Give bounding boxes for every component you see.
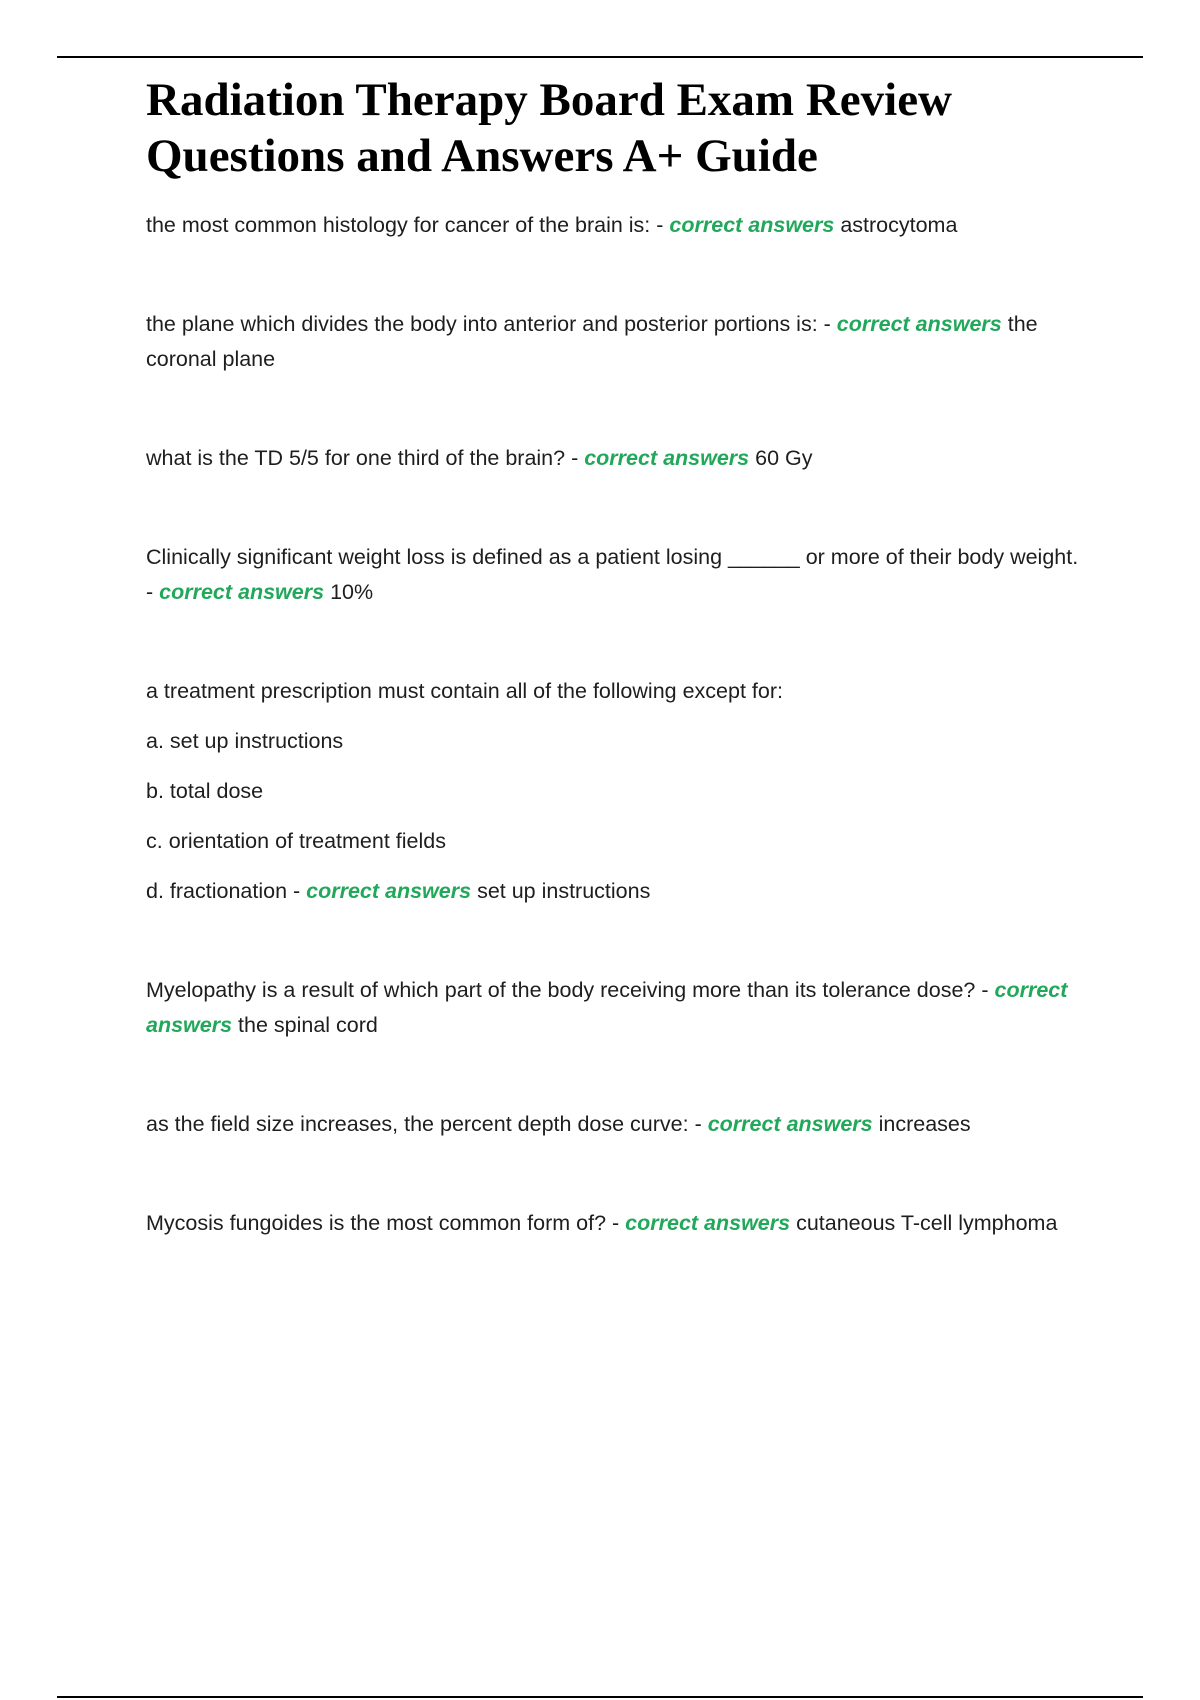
correct-answers-marker: correct answers [584,446,750,470]
qa-text [146,540,1086,610]
qa-item-4 [146,540,1086,610]
qa-text [146,973,1086,1043]
correct-answers-marker: correct answers [669,213,835,237]
question-text: as the field size increases, the percent depth dose curve: [146,1112,689,1136]
answer-text: the spinal cord [238,1013,378,1037]
option-b: b. total dose [146,779,264,803]
separator: - [565,446,585,470]
separator: - [650,213,670,237]
separator: - [287,879,307,903]
option-d: d. fractionation [146,879,288,903]
question-text: the most common histology for cancer of the brain is: [146,213,651,237]
qa-text [146,208,1086,243]
option-c: c. orientation of treatment fields [146,829,446,853]
separator: - [688,1112,708,1136]
qa-text [146,1107,1086,1142]
question-text: Myelopathy is a result of which part of the body receiving more than its tolerance dose? [146,978,976,1002]
correct-answers-marker: correct answers [707,1112,873,1136]
qa-item-6 [146,973,1086,1043]
bottom-rule [57,1696,1143,1698]
document-title: Radiation Therapy Board Exam Review Questions and Answers A+ Guide [146,74,952,182]
question-text: Mycosis fungoides is the most common form of? [146,1211,607,1235]
qa-item-3 [146,441,1086,476]
top-rule [57,56,1143,58]
qa-text [146,307,1086,377]
answer-text: 60 Gy [755,446,813,470]
answer-text: set up instructions [477,879,651,903]
qa-item-2 [146,307,1086,377]
answer-text: cutaneous T-cell lymphoma [796,1211,1058,1235]
answer-text: the coronal plane [146,312,1038,371]
answer-text: 10% [330,580,374,604]
answer-text: increases [878,1112,971,1136]
question-text: a treatment prescription must contain all of the following except for: [146,679,783,703]
separator: - [606,1211,626,1235]
correct-answers-marker: correct answers [146,978,1068,1037]
qa-item-1 [146,208,1086,243]
answer-text: astrocytoma [840,213,958,237]
correct-answers-marker: correct answers [625,1211,791,1235]
document-page [146,72,1086,1305]
correct-answers-marker: correct answers [836,312,1002,336]
separator: - [817,312,837,336]
correct-answers-marker: correct answers [306,879,472,903]
question-text: the plane which divides the body into anterior and posterior portions is: [146,312,818,336]
option-a: a. set up instructions [146,729,344,753]
correct-answers-marker: correct answers [159,580,325,604]
option-d-with-answer [146,874,1086,909]
question-text: Clinically significant weight loss is defined as a patient losing ______ or more of their body weight. [146,545,1079,569]
separator: - [975,978,995,1002]
qa-text [146,441,1086,476]
qa-item-5 [146,674,1086,909]
qa-item-7 [146,1107,1086,1142]
qa-text [146,1206,1086,1241]
question-text: what is the TD 5/5 for one third of the brain? [146,446,566,470]
qa-item-8 [146,1206,1086,1241]
separator: - [146,580,160,604]
